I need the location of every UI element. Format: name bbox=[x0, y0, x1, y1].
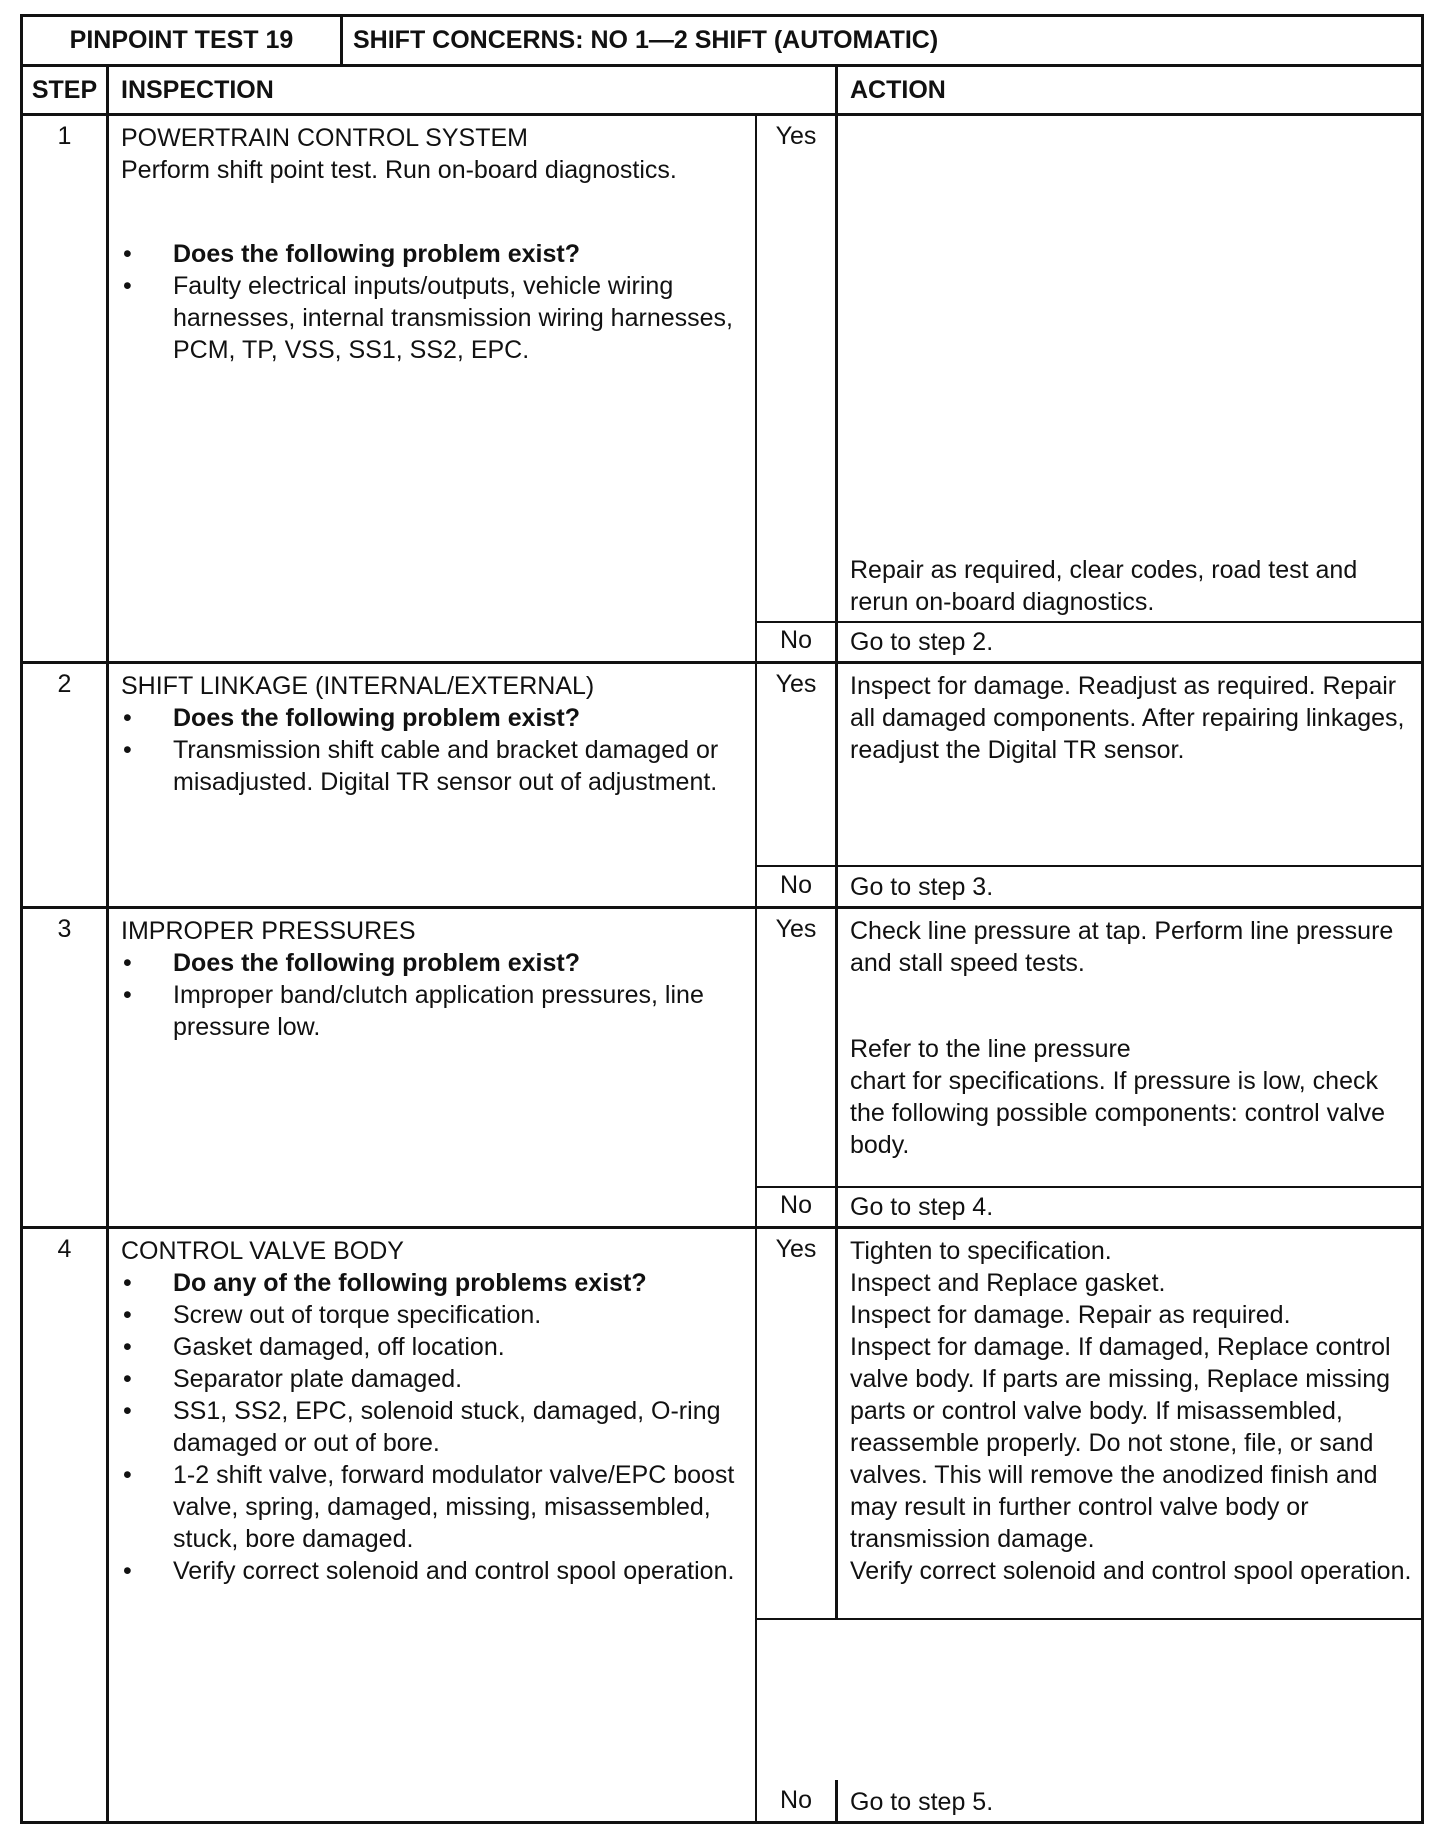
yes-action: Check line pressure at tap. Perform line pressure and stall speed tests. Refer to the line pressure chart for specifications. If pressure is low, check the following possible components: control valve body. bbox=[850, 917, 1394, 1159]
yes-label: Yes bbox=[757, 664, 838, 867]
inspection-bullet: • Screw out of torque specification. bbox=[123, 1301, 542, 1329]
inspection-bullet: • Transmission shift cable and bracket damaged or misadjusted. Digital TR sensor out of adjustment. bbox=[123, 736, 719, 796]
inspection-question: • Does the following problem exist? bbox=[123, 704, 580, 732]
step-number: 1 bbox=[23, 116, 109, 661]
bullet-icon: • bbox=[123, 1557, 132, 1585]
inspection-bullet: • Faulty electrical inputs/outputs, vehicle wiring harnesses, internal transmission wiring harnesses, PCM, TP, VSS, SS1, SS2, EPC. bbox=[123, 272, 733, 364]
bullet-icon: • bbox=[123, 704, 132, 732]
inspection-title: IMPROPER PRESSURES bbox=[121, 917, 416, 945]
test-title: SHIFT CONCERNS: NO 1—2 SHIFT (AUTOMATIC) bbox=[343, 17, 1421, 67]
bullet-icon: • bbox=[123, 949, 132, 977]
inspection-cell bbox=[109, 909, 757, 1226]
inspection-bullet: • Improper band/clutch application pressures, line pressure low. bbox=[123, 981, 704, 1041]
no-action: Go to step 5. bbox=[850, 1788, 994, 1816]
bullet-icon: • bbox=[123, 1397, 132, 1425]
inspection-bullet: • Verify correct solenoid and control spool operation. bbox=[123, 1557, 735, 1585]
bullet-icon: • bbox=[123, 1333, 132, 1361]
inspection-cell bbox=[109, 664, 757, 906]
inspection-bullet: • Gasket damaged, off location. bbox=[123, 1333, 505, 1361]
inspection-question: • Does the following problem exist? bbox=[123, 949, 580, 977]
yes-no-divider bbox=[757, 1618, 1421, 1620]
step-number: 2 bbox=[23, 664, 109, 906]
table-row-step-3 bbox=[23, 909, 1421, 1229]
table-row-step-1 bbox=[23, 116, 1421, 664]
no-label: No bbox=[757, 1185, 838, 1226]
yes-action: Tighten to specification. Inspect and Replace gasket. Inspect for damage. Repair as required. Inspect for damage. If damaged, Replace control valve body. If parts are missing, Replace missing parts or control valve body. If misassembled, reassemble properly. Do not stone, file, or sand valves. This will remove the anodized finish and may result in further control valve body or transmission damage. Verify correct solenoid and control spool operation. bbox=[850, 1237, 1412, 1585]
inspection-title: POWERTRAIN CONTROL SYSTEM bbox=[121, 124, 528, 152]
bullet-icon: • bbox=[123, 1269, 132, 1297]
inspection-bullet: • 1-2 shift valve, forward modulator valve/EPC boost valve, spring, damaged, missing, misassembled, stuck, bore damaged. bbox=[123, 1461, 735, 1553]
no-action: Go to step 2. bbox=[850, 628, 994, 656]
yes-action: Repair as required, clear codes, road test and rerun on-board diagnostics. bbox=[850, 556, 1358, 616]
no-label: No bbox=[757, 620, 838, 661]
bullet-icon: • bbox=[123, 981, 132, 1009]
yes-label: Yes bbox=[757, 116, 838, 623]
test-id: PINPOINT TEST 19 bbox=[23, 17, 343, 67]
bullet-icon: • bbox=[123, 1461, 132, 1489]
column-header-action: ACTION bbox=[838, 67, 1421, 116]
no-action: Go to step 3. bbox=[850, 873, 994, 901]
inspection-cell bbox=[109, 1229, 757, 1821]
inspection-intro: Perform shift point test. Run on-board diagnostics. bbox=[121, 156, 677, 184]
inspection-bullet: • SS1, SS2, EPC, solenoid stuck, damaged, O-ring damaged or out of bore. bbox=[123, 1397, 721, 1457]
inspection-question: • Do any of the following problems exist? bbox=[123, 1269, 647, 1297]
no-label: No bbox=[757, 865, 838, 906]
no-label: No bbox=[757, 1780, 838, 1821]
yes-action: Inspect for damage. Readjust as required. Repair all damaged components. After repairing linkages, readjust the Digital TR sensor. bbox=[850, 672, 1405, 764]
inspection-question: • Does the following problem exist? bbox=[123, 240, 580, 268]
table-row-step-4 bbox=[23, 1229, 1421, 1821]
bullet-icon: • bbox=[123, 1301, 132, 1329]
bullet-icon: • bbox=[123, 1365, 132, 1393]
bullet-icon: • bbox=[123, 272, 132, 300]
yes-label: Yes bbox=[757, 909, 838, 1188]
inspection-bullet: • Separator plate damaged. bbox=[123, 1365, 463, 1393]
inspection-title: SHIFT LINKAGE (INTERNAL/EXTERNAL) bbox=[121, 672, 595, 700]
step-number: 4 bbox=[23, 1229, 109, 1821]
yes-label: Yes bbox=[757, 1229, 838, 1620]
column-header-inspection: INSPECTION bbox=[109, 67, 838, 116]
pinpoint-test-table bbox=[20, 14, 1424, 1824]
no-action: Go to step 4. bbox=[850, 1193, 994, 1221]
inspection-cell bbox=[109, 116, 757, 661]
bullet-icon: • bbox=[123, 736, 132, 764]
table-row-step-2 bbox=[23, 664, 1421, 909]
column-header-step: STEP bbox=[23, 67, 109, 116]
bullet-icon: • bbox=[123, 240, 132, 268]
inspection-title: CONTROL VALVE BODY bbox=[121, 1237, 404, 1265]
step-number: 3 bbox=[23, 909, 109, 1226]
